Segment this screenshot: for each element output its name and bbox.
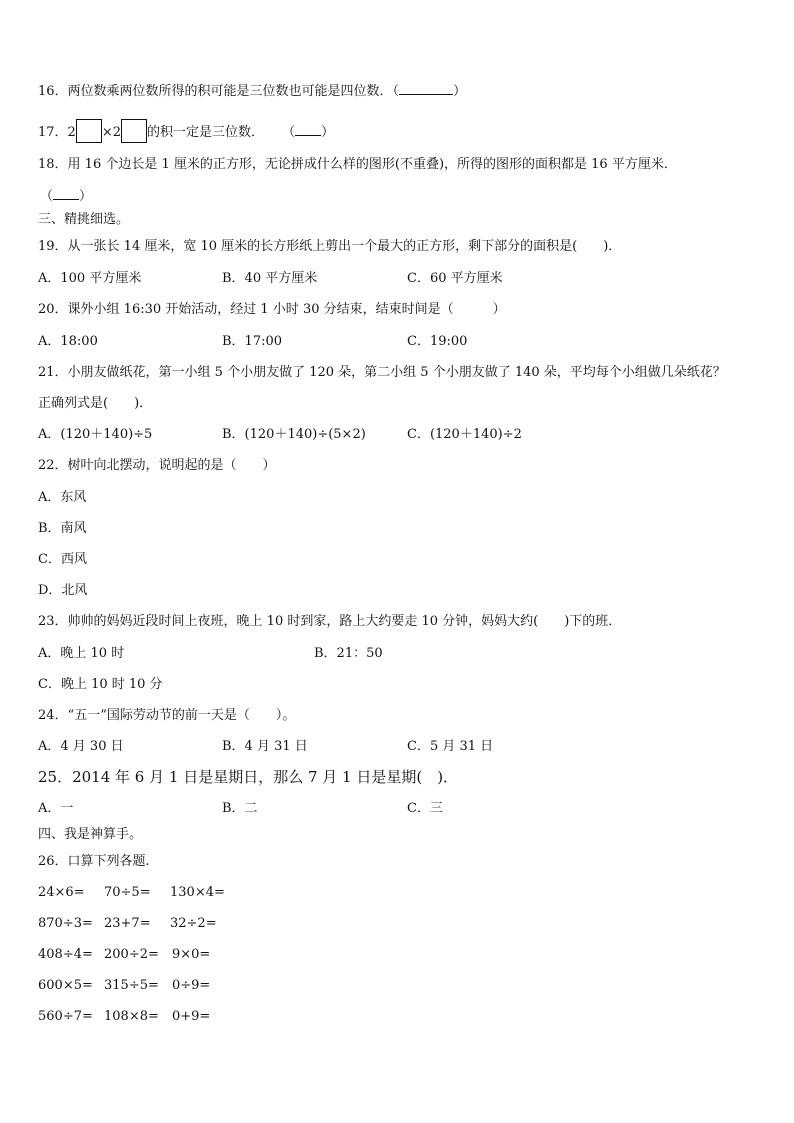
q17-text: 的积一定是三位数． — [147, 125, 265, 140]
question-19: 19．从一张长 14 厘米，宽 10 厘米的长方形纸上剪出一个最大的正方形，剩下部分的面积是( )． — [38, 239, 622, 254]
calc-r5-c3: 0+9= — [172, 1009, 211, 1024]
calc-r4-c1: 600×5= — [38, 978, 93, 993]
section-4-heading: 四、我是神算手。 — [38, 827, 143, 842]
q23-option-b[interactable]: B．21：50 — [314, 646, 383, 661]
calc-r1-c2: 70÷5= — [104, 885, 151, 900]
q16-text: 两位数乘两位数所得的积可能是三位数也可能是四位数．（ — [67, 84, 400, 99]
q25-option-a[interactable]: A．一 — [38, 801, 74, 816]
question-16 — [38, 82, 774, 101]
calc-r4-c2: 315÷5= — [104, 978, 159, 993]
q16-number: 16． — [38, 84, 68, 99]
q24-option-c[interactable]: C．5 月 31 日 — [407, 739, 494, 754]
q18-answer-line — [40, 187, 774, 206]
calc-r1-c3: 130×4= — [170, 885, 225, 900]
q22-option-a[interactable]: A．东风 — [38, 490, 87, 505]
q18-text: 用 16 个边长是 1 厘米的正方形，无论拼成什么样的图形(不重叠)，所得的图形的面积都是 16 平方厘米． — [67, 157, 677, 172]
q21-option-a[interactable]: A．(120＋140)÷5 — [38, 427, 153, 442]
calc-r2-c3: 32÷2= — [170, 916, 217, 931]
q18-paren-close: ） — [79, 189, 93, 204]
calc-r3-c2: 200÷2= — [104, 947, 159, 962]
question-22: 22．树叶向北摆动，说明起的是（ ） — [38, 458, 276, 473]
q25-option-c[interactable]: C．三 — [407, 801, 443, 816]
q17-number: 17． — [38, 125, 68, 140]
question-24: 24．“五一”国际劳动节的前一天是（ ）。 — [38, 708, 296, 723]
q19-option-b[interactable]: B．40 平方厘米 — [222, 271, 318, 286]
calc-r5-c1: 560÷7= — [38, 1009, 93, 1024]
q17-paren-open: （ — [282, 125, 296, 140]
q16-close: ） — [453, 84, 467, 99]
question-20: 20．课外小组 16:30 开始活动，经过 1 小时 30 分结束，结束时间是（ ） — [38, 302, 506, 317]
q17-times: ×2 — [101, 125, 121, 140]
question-23: 23．帅帅的妈妈近段时间上夜班，晚上 10 时到家，路上大约要走 10 分钟，妈妈大约( )下的班． — [38, 614, 622, 629]
q17-digit-a: 2 — [67, 125, 76, 140]
q20-option-b[interactable]: B．17:00 — [222, 334, 283, 349]
q25-option-b[interactable]: B．二 — [222, 801, 258, 816]
question-17 — [38, 119, 774, 143]
q24-option-b[interactable]: B．4 月 31 日 — [222, 739, 308, 754]
q18-answer-blank[interactable] — [53, 187, 79, 200]
q18-paren-open: （ — [40, 189, 54, 204]
calc-r1-c1: 24×6= — [38, 885, 85, 900]
calc-r2-c2: 23+7= — [104, 916, 151, 931]
q20-option-c[interactable]: C．19:00 — [407, 334, 468, 349]
q20-option-a[interactable]: A．18:00 — [38, 334, 98, 349]
question-21-line-2: 正确列式是( )． — [38, 396, 153, 411]
question-26: 26．口算下列各题. — [38, 854, 150, 869]
question-18 — [38, 156, 774, 174]
q23-option-a[interactable]: A．晚上 10 时 — [38, 646, 125, 661]
question-21: 21．小朋友做纸花，第一小组 5 个小朋友做了 120 朵，第二小组 5 个小朋友做了 140 朵，平均每个小组做几朵纸花？ — [38, 365, 726, 380]
q21-option-b[interactable]: B．(120＋140)÷(5×2) — [222, 427, 366, 442]
section-3-heading: 三、精挑细选。 — [38, 212, 130, 227]
q19-option-c[interactable]: C．60 平方厘米 — [407, 271, 503, 286]
q17-answer-blank[interactable] — [295, 123, 321, 136]
q22-option-d[interactable]: D．北风 — [38, 583, 88, 598]
calc-r4-c3: 0÷9= — [172, 978, 211, 993]
calc-r3-c3: 9×0= — [172, 947, 211, 962]
q17-box-1[interactable] — [76, 119, 102, 143]
q17-paren-close: ） — [321, 125, 335, 140]
q22-option-b[interactable]: B．南风 — [38, 521, 87, 536]
q17-box-2[interactable] — [121, 119, 147, 143]
calc-r3-c1: 408÷4= — [38, 947, 93, 962]
q18-number: 18． — [38, 157, 68, 172]
q24-option-a[interactable]: A．4 月 30 日 — [38, 739, 124, 754]
calc-r2-c1: 870÷3= — [38, 916, 93, 931]
q19-option-a[interactable]: A．100 平方厘米 — [38, 271, 142, 286]
question-25: 25．2014 年 6 月 1 日是星期日，那么 7 月 1 日是星期( )． — [38, 768, 459, 786]
q23-option-c[interactable]: C．晚上 10 时 10 分 — [38, 677, 163, 692]
q22-option-c[interactable]: C．西风 — [38, 552, 87, 567]
calc-r5-c2: 108×8= — [104, 1009, 159, 1024]
q21-option-c[interactable]: C．(120＋140)÷2 — [407, 427, 522, 442]
q16-answer-blank[interactable] — [399, 82, 453, 95]
